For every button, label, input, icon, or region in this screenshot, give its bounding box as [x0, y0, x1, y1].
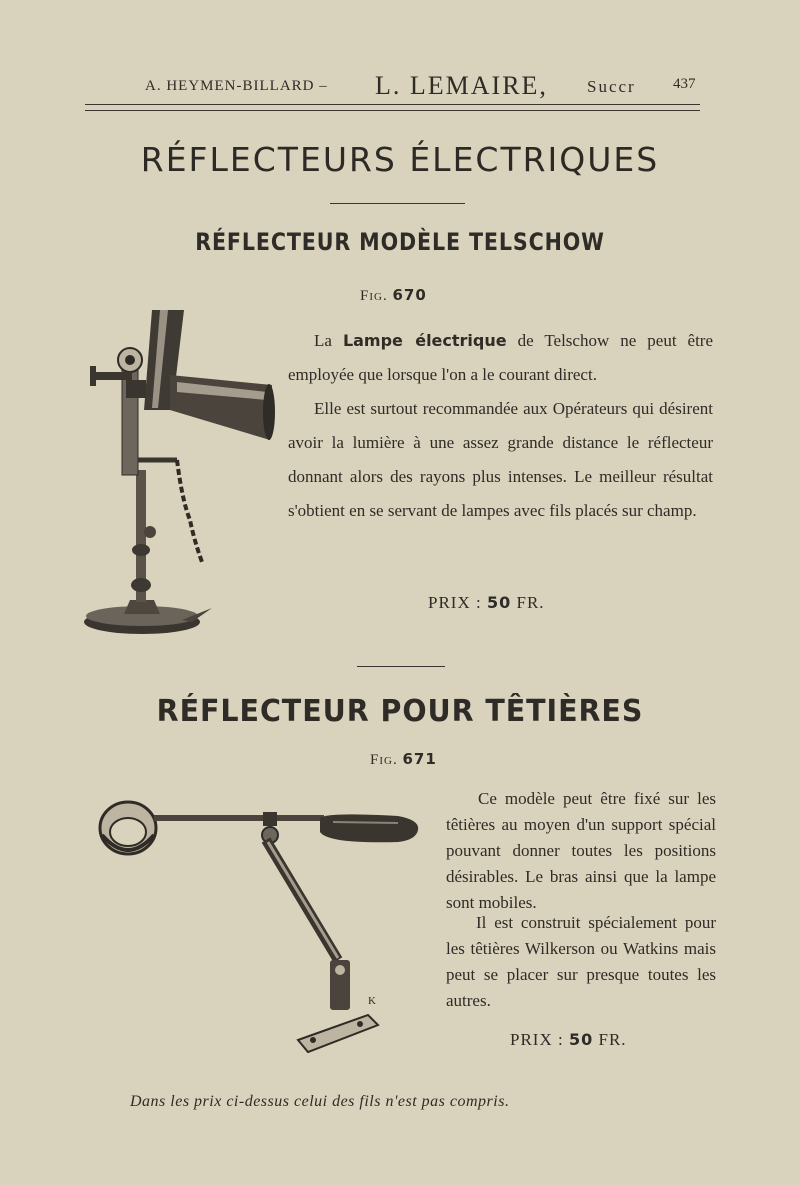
- section2-heading: RÉFLECTEUR POUR TÊTIÈRES: [156, 694, 644, 729]
- section2-paragraph-2: Il est construit spécialement pour les têtières Wilkerson ou Watkins mais peut se placer sur presque toutes les autres.: [446, 913, 716, 1010]
- fig-number: 670: [392, 286, 427, 304]
- intro-prefix: La: [314, 331, 332, 350]
- price-unit: FR.: [516, 593, 545, 612]
- header-successor: Succr: [587, 77, 636, 96]
- intro-rest: de Telschow ne peut être employée que lorsque l'on a le courant direct.: [288, 331, 714, 384]
- section1-body-paragraph: Elle est surtout recommandée aux Opérateurs qui désirent avoir la lumière à une assez grande distance le réflecteur donnant alors des rayons plus intenses. Le meilleur résultat s'obtient en se servant de lampes avec fils placés sur champ.: [288, 399, 713, 520]
- section1-intro-paragraph: [288, 324, 713, 392]
- headrest-reflector-illustration: [98, 790, 428, 1060]
- page-number: 437: [673, 76, 696, 92]
- telschow-lamp-illustration: [82, 300, 282, 640]
- price-label: PRIX :: [510, 1030, 564, 1049]
- header-double-rule: [85, 104, 700, 111]
- intro-bold-text: Lampe électrique: [342, 331, 507, 350]
- fig-prefix: Fig.: [360, 288, 388, 304]
- section1-fig-label: [360, 286, 427, 305]
- section2-paragraph-1: Ce modèle peut être fixé sur les têtières au moyen d'un support spécial pouvant donner toutes les positions désirables. Le bras ainsi que la lampe sont mobiles.: [446, 789, 716, 912]
- page-title: RÉFLECTEURS ÉLECTRIQUES: [140, 140, 660, 179]
- section2-fig-label: [370, 750, 437, 769]
- price-unit: FR.: [598, 1030, 627, 1049]
- price-value: 50: [486, 593, 512, 612]
- header-company-name: L. LEMAIRE,: [375, 71, 548, 100]
- fig-number: 671: [402, 750, 437, 768]
- price-value: 50: [568, 1030, 594, 1049]
- title-divider: [330, 203, 465, 204]
- section-divider: [357, 666, 445, 667]
- section2-price: [510, 1030, 627, 1050]
- illustration-letter-k: K: [368, 995, 376, 1007]
- section1-heading: RÉFLECTEUR MODÈLE TELSCHOW: [195, 228, 605, 256]
- header-left-text: A. HEYMEN-BILLARD –: [145, 78, 328, 94]
- running-header: [145, 72, 705, 102]
- fig-prefix: Fig.: [370, 752, 398, 768]
- price-label: PRIX :: [428, 593, 482, 612]
- footnote: Dans les prix ci-dessus celui des fils n'est pas compris.: [130, 1093, 510, 1110]
- section1-price: [428, 593, 545, 613]
